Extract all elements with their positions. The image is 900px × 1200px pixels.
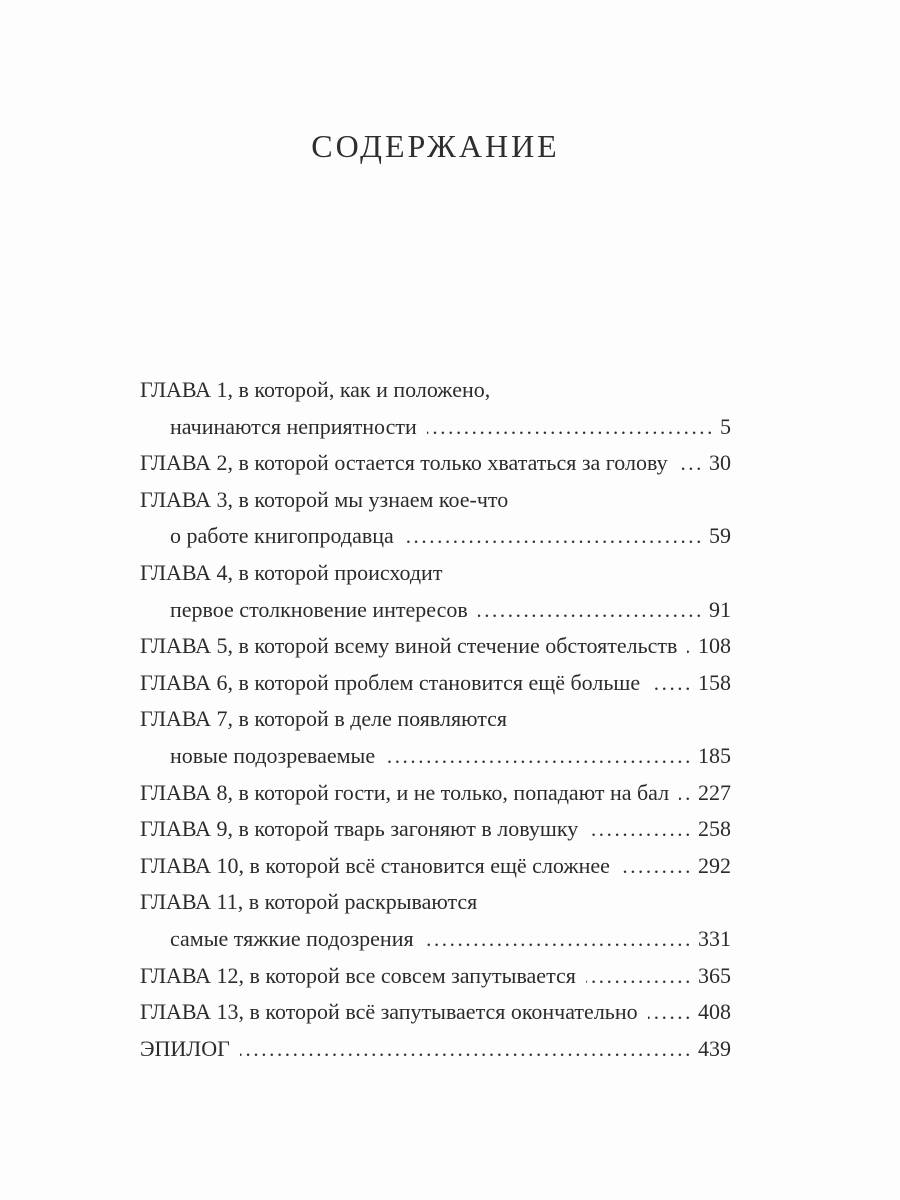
toc-entry [140, 1031, 731, 1068]
dot-leader [650, 665, 693, 702]
dot-leader [385, 738, 693, 775]
dot-leader [478, 592, 704, 629]
toc-entry-text: ГЛАВА 11, в которой раскрываются [140, 889, 478, 915]
toc-entry [140, 994, 731, 1031]
toc-entry-page: 365 [698, 962, 731, 988]
toc-entry-text: ГЛАВА 7, в которой в деле появляются [140, 706, 507, 732]
toc-entry-text: начинаются неприятности [170, 413, 417, 439]
toc-entry-text: ГЛАВА 5, в которой всему виной стечение обстоятельств [140, 633, 678, 659]
toc-entry-page: 91 [709, 596, 731, 622]
toc-entry-page: 185 [698, 742, 731, 768]
toc-entry-page: 227 [698, 779, 731, 805]
toc-entry-continuation [140, 409, 731, 446]
dot-leader [427, 409, 715, 446]
dot-leader [586, 958, 693, 995]
toc-entry [140, 445, 731, 482]
toc-entry-page: 30 [709, 450, 731, 476]
toc-entry [140, 958, 731, 995]
toc-entry [140, 884, 731, 921]
dot-leader [424, 921, 693, 958]
toc-entry [140, 665, 731, 702]
toc-entry-page: 331 [698, 925, 731, 951]
toc-entry-continuation [140, 738, 731, 775]
toc-entry-page: 258 [698, 816, 731, 842]
toc-entry-page: 158 [698, 669, 731, 695]
toc-entry-page: 108 [698, 633, 731, 659]
toc-entry [140, 701, 731, 738]
toc-entry-text: ГЛАВА 12, в которой все совсем запутывается [140, 962, 576, 988]
dot-leader [678, 445, 704, 482]
toc-entry-text: ГЛАВА 3, в которой мы узнаем кое-что [140, 486, 509, 512]
toc-entry-text: ЭПИЛОГ [140, 1035, 230, 1061]
toc-entry-continuation [140, 921, 731, 958]
toc-entry [140, 775, 731, 812]
toc-entry-text: новые подозреваемые [170, 742, 376, 768]
toc-entry-text: ГЛАВА 10, в которой всё становится ещё сложнее [140, 852, 610, 878]
toc-entry [140, 482, 731, 519]
toc-entry-text: ГЛАВА 6, в которой проблем становится ещё больше [140, 669, 641, 695]
toc-entry-page: 59 [709, 523, 731, 549]
toc-entry-text: самые тяжкие подозрения [170, 925, 414, 951]
dot-leader [620, 848, 693, 885]
dot-leader [648, 994, 693, 1031]
toc-entry-page: 408 [698, 999, 731, 1025]
toc-entry [140, 555, 731, 592]
toc-entry [140, 372, 731, 409]
toc-entry [140, 811, 731, 848]
toc-entry-text: ГЛАВА 13, в которой всё запутывается окончательно [140, 999, 638, 1025]
dot-leader [588, 811, 693, 848]
dot-leader [679, 775, 693, 812]
toc-entry-continuation [140, 592, 731, 629]
table-of-contents [140, 372, 731, 1067]
toc-entry-continuation [140, 518, 731, 555]
toc-entry-page: 292 [698, 852, 731, 878]
toc-entry-text: ГЛАВА 1, в которой, как и положено, [140, 377, 491, 402]
dot-leader [687, 628, 693, 665]
toc-entry [140, 848, 731, 885]
toc-entry [140, 628, 731, 665]
toc-entry-page: 439 [698, 1035, 731, 1061]
toc-entry-text: ГЛАВА 2, в которой остается только хвататься за голову [140, 450, 668, 476]
toc-entry-page: 5 [720, 413, 731, 439]
dot-leader [404, 518, 704, 555]
toc-entry-text: ГЛАВА 9, в которой тварь загоняют в ловушку [140, 816, 579, 842]
toc-entry-text: ГЛАВА 4, в которой происходит [140, 559, 443, 585]
toc-entry-text: ГЛАВА 8, в которой гости, и не только, попадают на бал [140, 779, 670, 805]
dot-leader [240, 1031, 693, 1068]
page-title: СОДЕРЖАНИЕ [311, 128, 560, 164]
toc-entry-text: о работе книгопродавца [170, 523, 394, 549]
toc-entry-text: первое столкновение интересов [170, 596, 468, 622]
